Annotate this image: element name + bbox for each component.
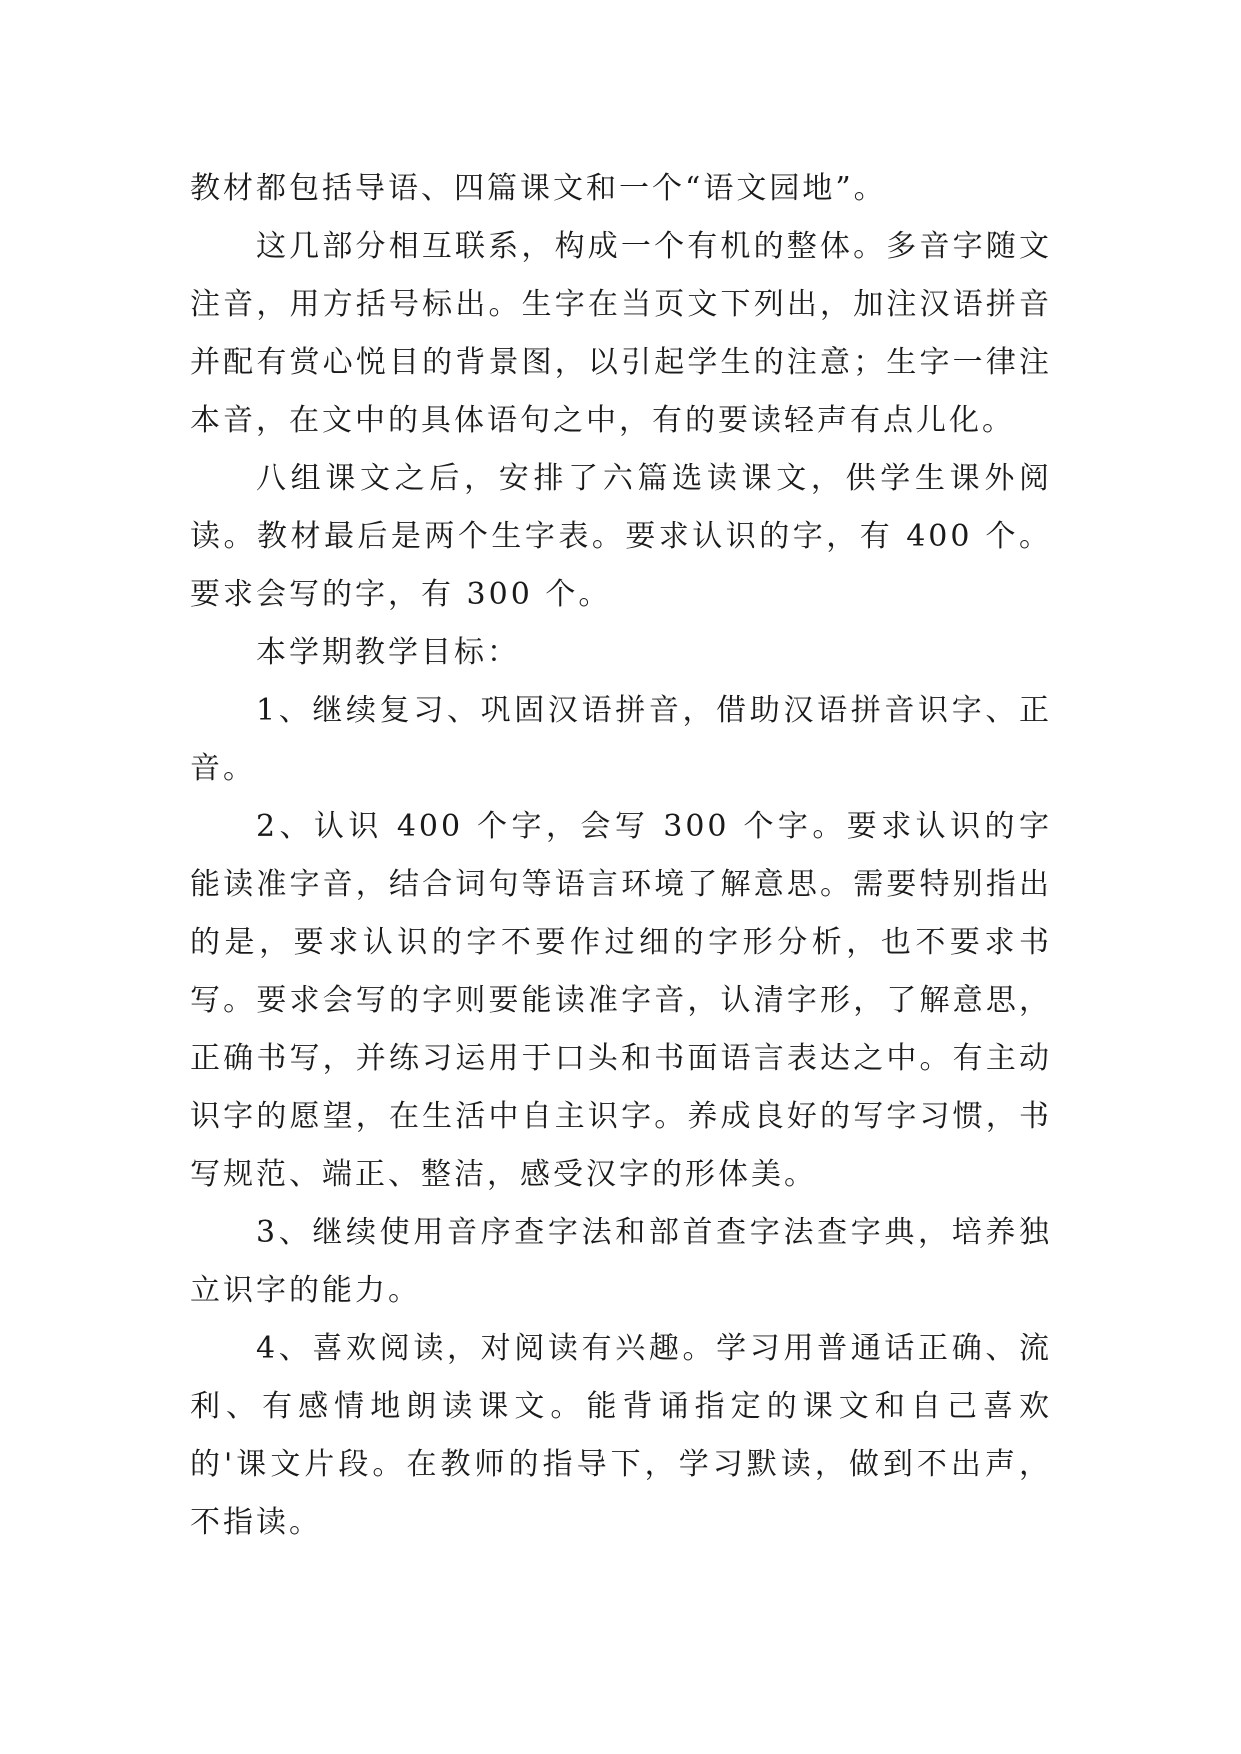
paragraph-intro-continued: 教材都包括导语、四篇课文和一个“语文园地”。 — [190, 171, 887, 206]
paragraph-goals-heading: 本学期教学目标： — [256, 635, 520, 670]
paragraph-goal-3: 3、继续使用音序查字法和部首查字法查字典，培养独立识字的能力。 — [190, 1215, 1052, 1308]
paragraph-goal-4: 4、喜欢阅读，对阅读有兴趣。学习用普通话正确、流利、有感情地朗读课文。能背诵指定的课文和自己喜欢的'课文片段。在教师的指导下，学习默读，做到不出声，不指读。 — [190, 1331, 1052, 1540]
paragraph-goal-1: 1、继续复习、巩固汉语拼音，借助汉语拼音识字、正音。 — [190, 693, 1052, 786]
paragraph-goal-2: 2、认识 400 个字，会写 300 个字。要求认识的字能读准字音，结合词句等语言环境了解意思。需要特别指出的是，要求认识的字不要作过细的字形分析，也不要求书写。要求会写的字则要能读准字音，认清字形，了解意思，正确书写，并练习运用于口头和书面语言表达之中。有主动识字的愿望，在生活中自主识字。养成良好的写字习惯，书写规范、端正、整洁，感受汉字的形体美。 — [190, 809, 1052, 1192]
paragraph-structure: 这几部分相互联系，构成一个有机的整体。多音字随文注音，用方括号标出。生字在当页文下列出，加注汉语拼音并配有赏心悦目的背景图，以引起学生的注意；生字一律注本音，在文中的具体语句之中，有的要读轻声有点儿化。 — [190, 229, 1052, 438]
paragraph-reading-and-tables: 八组课文之后，安排了六篇选读课文，供学生课外阅读。教材最后是两个生字表。要求认识的字，有 400 个。要求会写的字，有 300 个。 — [190, 461, 1052, 612]
document-body — [190, 160, 1052, 1552]
